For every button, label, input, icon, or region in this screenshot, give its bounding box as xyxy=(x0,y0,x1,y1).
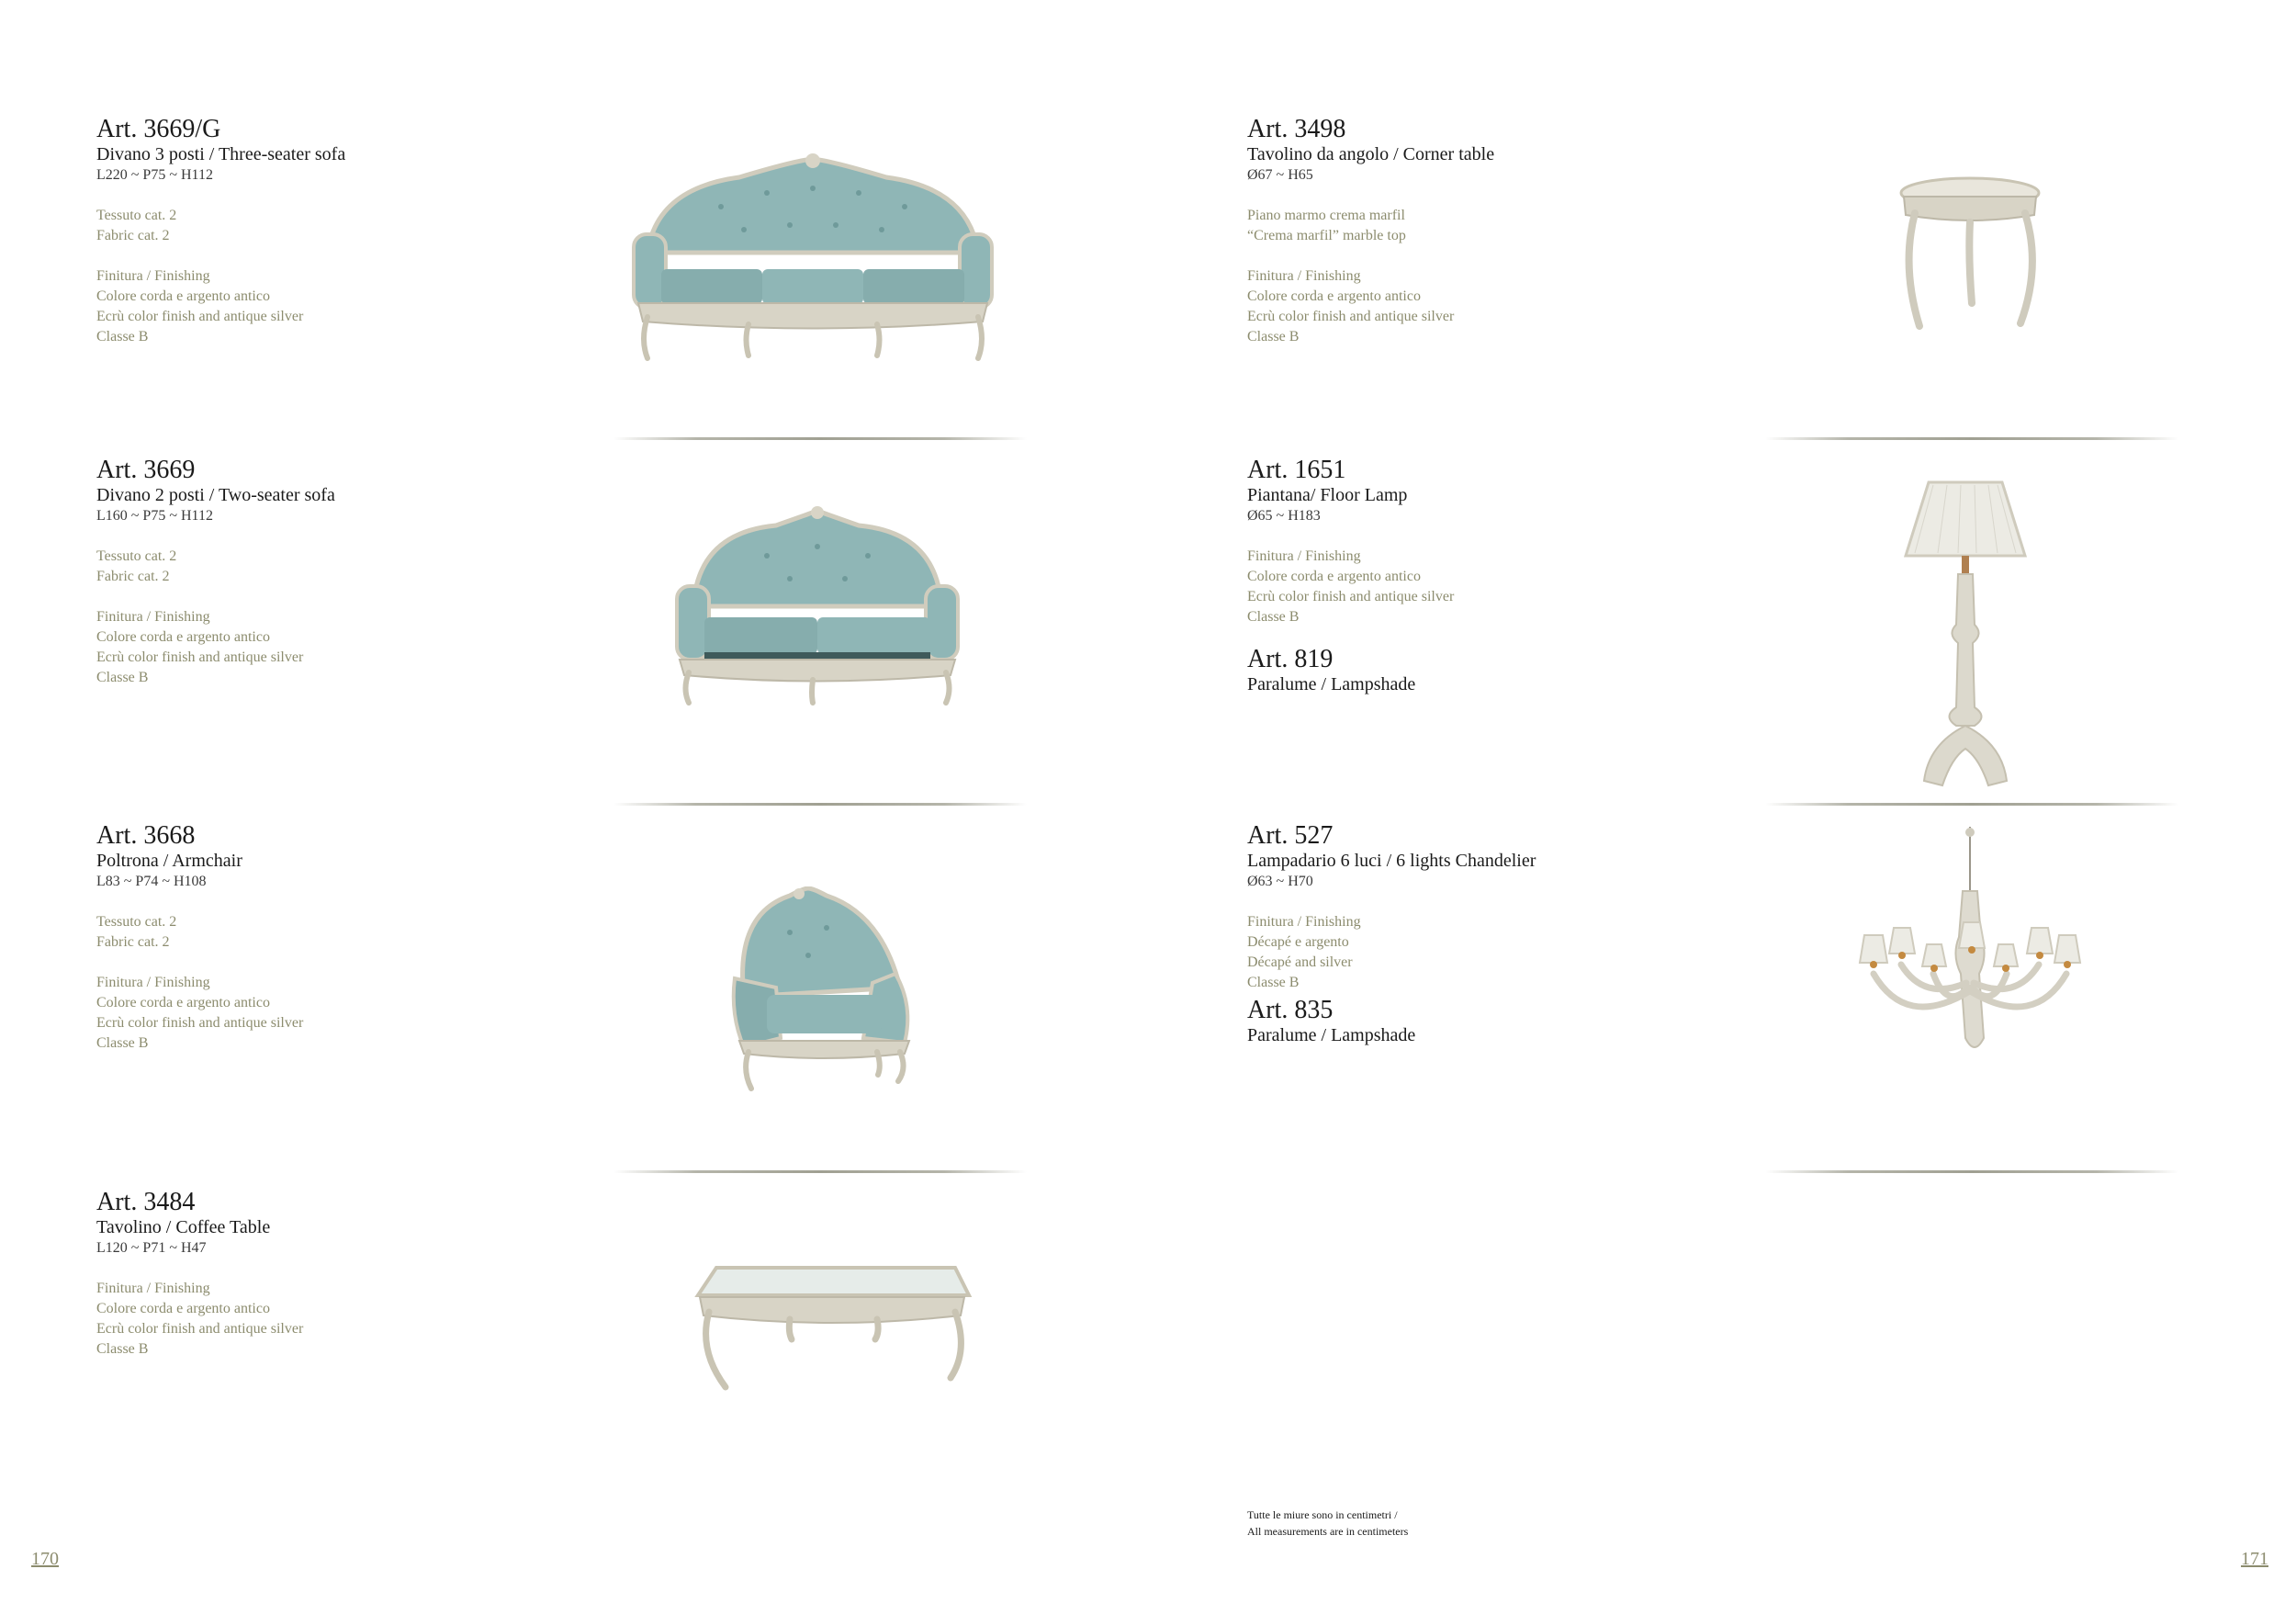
finish-label: Finitura / Finishing xyxy=(1247,914,1361,930)
finish-en: Ecrù color finish and antique silver xyxy=(1247,309,1455,324)
article-title: Art. 1651 xyxy=(1247,456,1346,484)
class-label: Classe B xyxy=(96,1341,149,1357)
class-label: Classe B xyxy=(1247,609,1300,625)
section-divider xyxy=(613,1170,1027,1173)
product-block-3669 xyxy=(96,457,666,688)
article-dimensions: L220 ~ P75 ~ H112 xyxy=(96,167,213,183)
article-name: Lampadario 6 luci / 6 lights Chandelier xyxy=(1247,851,1536,871)
finish-it: Colore corda e argento antico xyxy=(1247,569,1421,584)
finish-en: Ecrù color finish and antique silver xyxy=(1247,589,1455,604)
finish-it: Colore corda e argento antico xyxy=(96,995,270,1010)
class-label: Classe B xyxy=(96,329,149,344)
finish-label: Finitura / Finishing xyxy=(96,1281,210,1296)
chandelier-image xyxy=(1851,827,2089,1107)
article-dimensions: Ø67 ~ H65 xyxy=(1247,167,1313,183)
top-en: “Crema marfil” marble top xyxy=(1247,228,1406,243)
section-divider xyxy=(1765,437,2178,440)
sub-article-title: Art. 835 xyxy=(1247,996,1334,1024)
article-name: Tavolino / Coffee Table xyxy=(96,1217,271,1237)
sub-article-name: Paralume / Lampshade xyxy=(1247,1025,1416,1045)
finish-it: Colore corda e argento antico xyxy=(96,288,270,304)
article-name: Piantana/ Floor Lamp xyxy=(1247,485,1408,505)
article-name: Tavolino da angolo / Corner table xyxy=(1247,144,1495,164)
article-name: Divano 3 posti / Three-seater sofa xyxy=(96,144,346,164)
measurement-note-en: All measurements are in centimeters xyxy=(1247,1525,1409,1538)
corner-table-image xyxy=(1896,175,2043,335)
class-label: Classe B xyxy=(96,670,149,685)
fabric-en: Fabric cat. 2 xyxy=(96,934,170,950)
article-title: Art. 3484 xyxy=(96,1188,196,1216)
finish-it: Décapé e argento xyxy=(1247,934,1349,950)
top-it: Piano marmo crema marfil xyxy=(1247,208,1405,223)
finish-en: Ecrù color finish and antique silver xyxy=(96,309,304,324)
section-divider xyxy=(1765,1170,2178,1173)
finish-label: Finitura / Finishing xyxy=(96,609,210,625)
article-title: Art. 3498 xyxy=(1247,115,1346,143)
finish-en: Ecrù color finish and antique silver xyxy=(96,1015,304,1031)
coffee-table-image xyxy=(689,1259,974,1392)
three-seater-sofa-image xyxy=(620,152,1006,363)
product-block-3484 xyxy=(96,1189,666,1360)
article-dimensions: L160 ~ P75 ~ H112 xyxy=(96,508,213,524)
two-seater-sofa-image xyxy=(666,505,969,707)
page-number-right: 171 xyxy=(2241,1549,2268,1569)
armchair-image xyxy=(726,886,923,1093)
fabric-en: Fabric cat. 2 xyxy=(96,569,170,584)
measurement-note-it: Tutte le miure sono in centimetri / xyxy=(1247,1508,1398,1521)
article-name: Divano 2 posti / Two-seater sofa xyxy=(96,485,335,505)
article-title: Art. 3668 xyxy=(96,821,196,850)
finish-label: Finitura / Finishing xyxy=(1247,268,1361,284)
finish-en: Décapé and silver xyxy=(1247,954,1353,970)
fabric-it: Tessuto cat. 2 xyxy=(96,914,177,930)
finish-it: Colore corda e argento antico xyxy=(1247,288,1421,304)
finish-label: Finitura / Finishing xyxy=(1247,548,1361,564)
sub-article-title: Art. 819 xyxy=(1247,645,1334,673)
article-dimensions: Ø65 ~ H183 xyxy=(1247,508,1321,524)
product-block-3669g xyxy=(96,116,666,347)
sub-article-name: Paralume / Lampshade xyxy=(1247,674,1416,694)
article-name: Poltrona / Armchair xyxy=(96,851,242,871)
article-title: Art. 527 xyxy=(1247,821,1334,850)
floor-lamp-image xyxy=(1901,478,2030,790)
product-block-3668 xyxy=(96,822,666,1054)
fabric-it: Tessuto cat. 2 xyxy=(96,548,177,564)
article-dimensions: Ø63 ~ H70 xyxy=(1247,874,1313,889)
finish-it: Colore corda e argento antico xyxy=(96,629,270,645)
article-title: Art. 3669/G xyxy=(96,115,221,143)
article-dimensions: L83 ~ P74 ~ H108 xyxy=(96,874,207,889)
product-block-527 xyxy=(1247,822,1817,1046)
class-label: Classe B xyxy=(1247,329,1300,344)
finish-en: Ecrù color finish and antique silver xyxy=(96,1321,304,1337)
finish-it: Colore corda e argento antico xyxy=(96,1301,270,1316)
class-label: Classe B xyxy=(1247,975,1300,990)
finish-label: Finitura / Finishing xyxy=(96,975,210,990)
section-divider xyxy=(1765,803,2178,806)
finish-label: Finitura / Finishing xyxy=(96,268,210,284)
class-label: Classe B xyxy=(96,1035,149,1051)
product-block-1651 xyxy=(1247,457,1817,695)
article-title: Art. 3669 xyxy=(96,456,196,484)
section-divider xyxy=(613,437,1027,440)
product-block-3498 xyxy=(1247,116,1817,347)
measurement-note xyxy=(1247,1507,1408,1540)
page-number-left: 170 xyxy=(31,1549,59,1569)
article-dimensions: L120 ~ P71 ~ H47 xyxy=(96,1240,207,1256)
fabric-en: Fabric cat. 2 xyxy=(96,228,170,243)
fabric-it: Tessuto cat. 2 xyxy=(96,208,177,223)
section-divider xyxy=(613,803,1027,806)
finish-en: Ecrù color finish and antique silver xyxy=(96,649,304,665)
